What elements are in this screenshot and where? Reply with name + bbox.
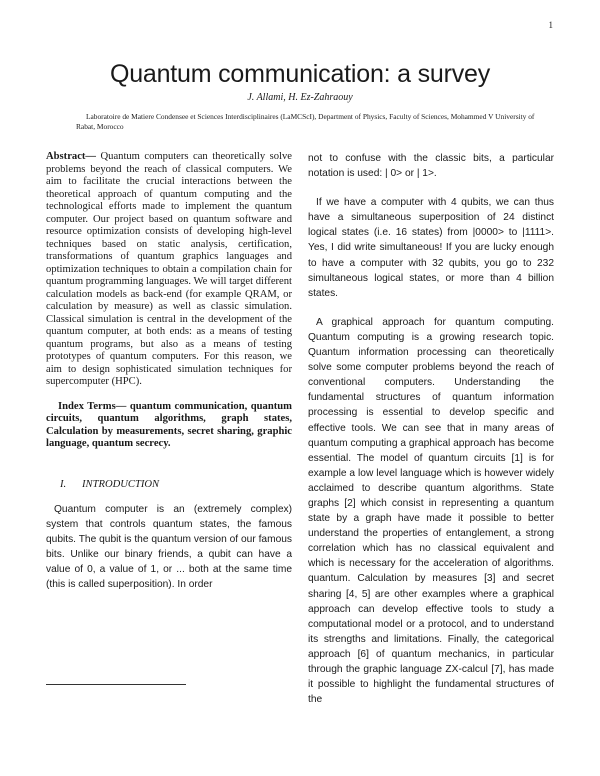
paragraph-continuation: not to confuse with the classic bits, a particular notation is used: | 0> or | 1>. — [308, 153, 554, 180]
section-number: I. — [60, 478, 67, 490]
left-column — [46, 151, 292, 592]
paragraph-graphical-approach: A graphical approach for quantum computing. Quantum computing is a growing research topic. Quantum information processing can theoretically solve some computer problems beyond the reach of conventional computers. Understanding the fundamental structures of quantum information processing is essential to develop specific and effective tools. We can see that in many areas of quantum computing a graphical approach has become essential. The model of quantum circuits [1] is for example a low level language which is however widely acclaimed to describe quantum algorithms. State graphs [2] which consist in representing a quantum state by a graph have made it possible to better understand the properties of entanglement, a strong correlation which has no classical equivalent and which is necessary for the acceleration of algorithms. quantum. Calculation by measures [3] and secret sharing [4, 5] are other examples where a graphical approach can develop effective tools to study a computational model or a protocol, and to understand its strengths and limitations. Finally, the categorical approach [6] of quantum mechanics, in particular through the graphic language ZX-calcul [7], has made it possible to highlight the fundamental structures of the — [308, 316, 554, 706]
section-heading — [46, 479, 292, 490]
abstract-text: Quantum computers can theoretically solve problems beyond the reach of classical computers. We aim to facilitate the crucial interactions between the theoretical approach of quantum computing and the technological efforts made to implement the quantum computer. Our project based on quantum software and resource optimization consists of developing high-level techniques based on static analysis, certification, transformations of quantum graphics languages and optimization techniques to obtain a compilation chain for quantum programming languages. We will target different calculation models as back-end (for example QRAM, or calculation by measure) as well as classic simulation. Classical simulation is central in the development of the quantum computer, at both ends: as a means of testing quantum programs, but also as a means of testing prototypes of quantum computers. For this reason, we aim to design sophisticated simulation techniques for supercomputer (HPC). — [46, 151, 292, 387]
right-column — [308, 151, 554, 707]
section-title: INTRODUCTION — [82, 478, 160, 490]
authors: J. Allami, H. Ez-Zahraouy — [247, 92, 353, 103]
paragraph-qubit-states: If we have a computer with 4 qubits, we can thus have a simultaneous superposition of 24 distinct logical states (i.e. 16 states) from |0000> to |1111>. Yes, I did write simultaneous! If you are lucky enough to have a computer with 32 qubits, you go to 232 simultaneous logical states, or more than 4 billion states. — [308, 197, 554, 299]
affiliation: Laboratoire de Matiere Condensee et Sciences Interdisciplinaires (LaMCScI), Department of Physics, Faculty of Sciences, Mohammed V University of Rabat, Morocco — [76, 112, 535, 131]
footnote-divider — [46, 684, 186, 685]
intro-paragraph: Quantum computer is an (extremely complex) system that controls quantum states, the famous qubits. The qubit is the quantum version of our famous bits. Unlike our binary friends, a qubit can have a value of 0, a value of 1, or ... both at the same time (this is called superposition). In order — [46, 503, 292, 590]
abstract — [46, 151, 292, 389]
index-terms: Index Terms— quantum communication, quantum circuits, quantum algorithms, graph states, Calculation by measurements, secret sharing, graphic language, quantum secrecy. — [46, 400, 292, 449]
paper-title: Quantum communication: a survey — [109, 60, 491, 88]
page-number: 1 — [548, 20, 553, 30]
abstract-label: Abstract— — [46, 151, 97, 162]
